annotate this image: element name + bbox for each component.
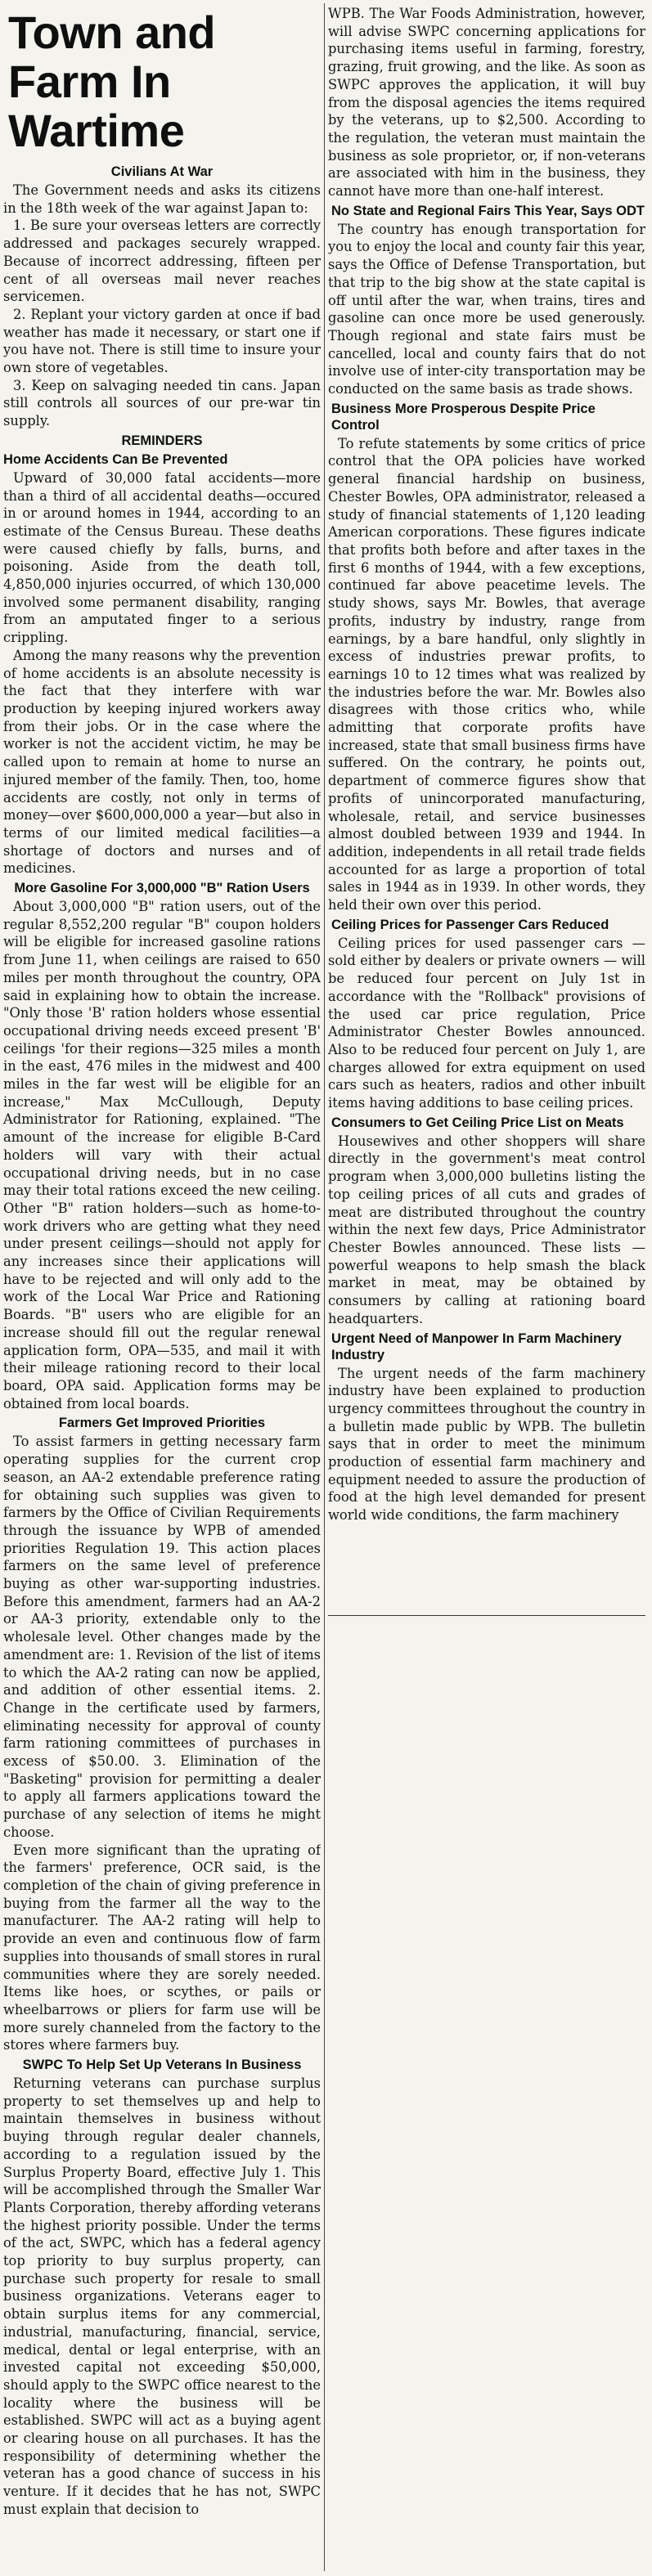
home-accidents-heading: Home Accidents Can Be Prevented — [3, 451, 228, 467]
ceiling-cars-heading: Ceiling Prices for Passenger Cars Reduced — [331, 917, 609, 932]
gasoline-paragraph-1: About 3,000,000 "B" ration users, out of the regular 8,552,200 regular "B" coupon holders will be eligible for increased gasoline rations from June 11, when ceilings are raised to 650 miles per month throughout the country, OPA said in explaining how to obtain the increase. "Only those 'B' ration holders whose essential occupational driving needs exceed present 'B' ceilings 'for their regions—325 miles a month in the east, 476 miles in the midwest and 400 miles in the far west will be eligible for an increase," Max McCullough, Deputy Administrator for Rationing, explained. "The amount of the increase for eligible B-Card holders will vary with their actual occupational driving needs, but in no case may their total rations exceed the new ceiling. Other "B" ration holders—such as home-to-work drivers who are getting what they need under present ceilings—should not apply for any increases since their applications will have to be rejected and will only add to the work of the Local War Price and Rationing Boards. "B" users who are eligible for an increase should fill out the regular renewal application form, OPA—535, and mail it with their mileage rationing record to their local board, OPA said. Application forms may be obtained from local boards. — [3, 899, 321, 1411]
right-column-end-rule — [328, 1615, 645, 1616]
civilians-intro: The Government needs and asks its citizens in the 18th week of the war against Japan to: — [3, 182, 321, 216]
column-divider — [324, 3, 325, 2571]
farmers-paragraph-1: To assist farmers in getting necessary farm operating supplies for the current crop season, an AA-2 extendable preference rating for obtaining such supplies was given to farmers by the Office of Civilian Requirements through the issuance by WPB of amended priorities Regulation 19. This action places farmers on the same level of preference buying as other war-supporting industries. Before this amendment, farmers had an AA-2 or AA-3 priority, extendable only to the wholesale level. Other changes made by the amendment are: 1. Revision of the list of items to which the AA-2 rating can now be applied, and addition of other essential items. 2. Change in the certificate used by farmers, eliminating necessity for approval of county farm rationing committees of purchases in excess of $50.00. 3. Elimination of the "Basketing" provision for permitting a dealer to apply all farmers applications toward the purchase of any selection of items he might choose. — [3, 1434, 321, 1840]
ceiling-cars-paragraph-1: Ceiling prices for used passenger cars — sold either by dealers or private owners — will be reduced four percent on July 1st in accordance with the "Rollback" provisions of the used car price regulation, Price Administrator Chester Bowles announced. Also to be reduced four percent on July 1, are charges allowed for extra equipment on used cars such as heaters, radios and other inbuilt items having additions to base ceiling prices. — [328, 935, 645, 1111]
home-accidents-paragraph-2: Among the many reasons why the prevention of home accidents is an absolute necessity is the fact that they interfere with war production by keeping injured workers away from their jobs. Or in the case where the worker is not the accident victim, he may be called upon to remain at home to nurse an injured member of the family. Then, too, home accidents are costly, not only in terms of money—over $600,000,000 a year—but also in terms of our limited medical facilities—a shortage of doctors and nurses and of medicines. — [3, 647, 321, 877]
meats-paragraph-1: Housewives and other shoppers will share directly in the government's meat control program when 3,000,000 bulletins listing the top ceiling prices of all cuts and grades of meat are distributed throughout the country within the next few days, Price Administrator Chester Bowles announced. These lists —powerful weapons to help smash the black market in meat, may be obtained by consumers by calling at rationing board headquarters. — [328, 1133, 645, 1326]
swpc-continued-paragraph: WPB. The War Foods Administration, however, will advise SWPC concerning applications for purchasing items useful in farming, forestry, grazing, fruit growing, and the like. As soon as SWPC approves the application, it will buy from the disposal agencies the items required by the veterans, up to $2,500. According to the regulation, the veteran must maintain the business as sole proprietor, or, if non-veterans are associated with him in the business, they cannot have more than one-half interest. — [328, 6, 645, 200]
right-column — [328, 5, 645, 1608]
civilians-item-2: 2. Replant your victory garden at once if bad weather has made it necessary, or start one if you have not. There is still time to insure your own store of vegetables. — [3, 306, 321, 376]
home-accidents-paragraph-1: Upward of 30,000 fatal accidents—more than a third of all accidental deaths—occured in or around homes in 1944, according to an estimate of the Census Bureau. These deaths were caused chiefly by falls, burns, and poisoning. Aside from the death toll, 4,850,000 injuries occurred, of which 130,000 involved some permanent disability, ranging from an amputated finger to a serious crippling. — [3, 469, 321, 646]
fairs-paragraph-1: The country has enough transportation for you to enjoy the local and county fair this year, says the Office of Defense Transportation, but that trip to the big show at the state capital is off until after the war, when trains, tires and gasoline can once more be used generously. Though regional and state fairs must be cancelled, local and county fairs that do not involve use of inter-city transportation may be conducted on the same basis as trade shows. — [328, 221, 645, 397]
business-heading: Business More Prosperous Despite Price Control — [331, 401, 596, 433]
left-column — [3, 5, 321, 2569]
business-paragraph-1: To refute statements by some critics of price control that the OPA policies have worked general financial hardship on business, Chester Bowles, OPA administrator, released a study of financial statements of 1,120 leading American corporations. These figures indicate that profits both before and after taxes in the first 6 months of 1944, with a few exceptions, continued far above peacetime levels. The study shows, says Mr. Bowles, that average profits, industry by industry, range from earnings, by a bare handful, only slightly in excess of industries prewar profits, to earnings 10 to 12 times what was realized by the industries before the war. Mr. Bowles also disagrees with those critics who, while admitting that corporate profits have increased, state that small business firms have suffered. On the contrary, he points out, department of commerce figures show that profits of unincorporated manufacturing, wholesale, retail, and service businesses almost doubled between 1939 and 1944. In addition, independents in all retail trade fields accounted for as large a proportion of total sales in 1944 as in 1939. In other words, they held their own over this period. — [328, 435, 645, 913]
manpower-paragraph-1: The urgent needs of the farm machinery industry have been explained to production urgency committees throughout the country in a bulletin made public by WPB. The bulletin says that in order to meet the minimum production of essential farm machinery and equipment needed to assure the production of food at the high level demanded for present world wide conditions, the farm machinery — [328, 1365, 645, 1524]
gasoline-heading: More Gasoline For 3,000,000 "B" Ration Users — [14, 881, 310, 896]
manpower-heading: Urgent Need of Manpower In Farm Machinery Industry — [331, 1331, 622, 1362]
reminders-heading: REMINDERS — [121, 433, 203, 448]
civilians-list — [3, 217, 321, 429]
fairs-heading: No State and Regional Fairs This Year, Says ODT — [331, 203, 645, 218]
meats-heading: Consumers to Get Ceiling Price List on Meats — [331, 1115, 624, 1130]
farmers-paragraph-2: Even more significant than the uprating of the farmers' preference, OCR said, is the completion of the chain of giving preference in buying from the farmer all the way to the manufacturer. The AA-2 rating will help to provide an even and continuous flow of farm supplies into thousands of small stores in rural communities where they are sorely needed. Items like hoes, or scythes, or pails or wheelbarrows or pliers for farm use will be more surely channeled from the factory to the stores where farmers buy. — [3, 1842, 321, 2053]
civilians-item-3: 3. Keep on salvaging needed tin cans. Japan still controls all sources of our pre-war tin supply. — [3, 377, 321, 429]
civilians-item-1: 1. Be sure your overseas letters are correctly addressed and packages securely wrapped. Because of incorrect addressing, fifteen per cent of all overseas mail never reaches servicemen. — [3, 218, 321, 305]
farmers-heading: Farmers Get Improved Priorities — [58, 1416, 266, 1431]
page-headline: Town and Farm In Wartime — [8, 7, 216, 156]
swpc-heading: SWPC To Help Set Up Veterans In Business — [22, 2058, 302, 2073]
swpc-paragraph-1: Returning veterans can purchase surplus property to set themselves up and help to maintain themselves in business without buying through regular dealer channels, according to a regulation issued by the Surplus Property Board, effective July 1. This will be accomplished through the Smaller War Plants Corporation, thereby affording veterans the highest priority possible. Under the terms of the act, SWPC, which has a federal agency top priority to buy surplus property, can purchase such property for resale to small business organizations. Veterans eager to obtain surplus items for any commercial, industrial, manufacturing, financial, service, medical, dental or legal enterprise, with an invested capital not exceeding $50,000, should apply to the SWPC office nearest to the locality where the business will be established. SWPC will act as a buying agent or clearing house on all purchases. It has the responsibility of determining whether the veteran has a good chance of success in his venture. If it decides that he has not, SWPC must explain that decision to — [3, 2076, 321, 2517]
civilians-heading: Civilians At War — [110, 164, 214, 179]
